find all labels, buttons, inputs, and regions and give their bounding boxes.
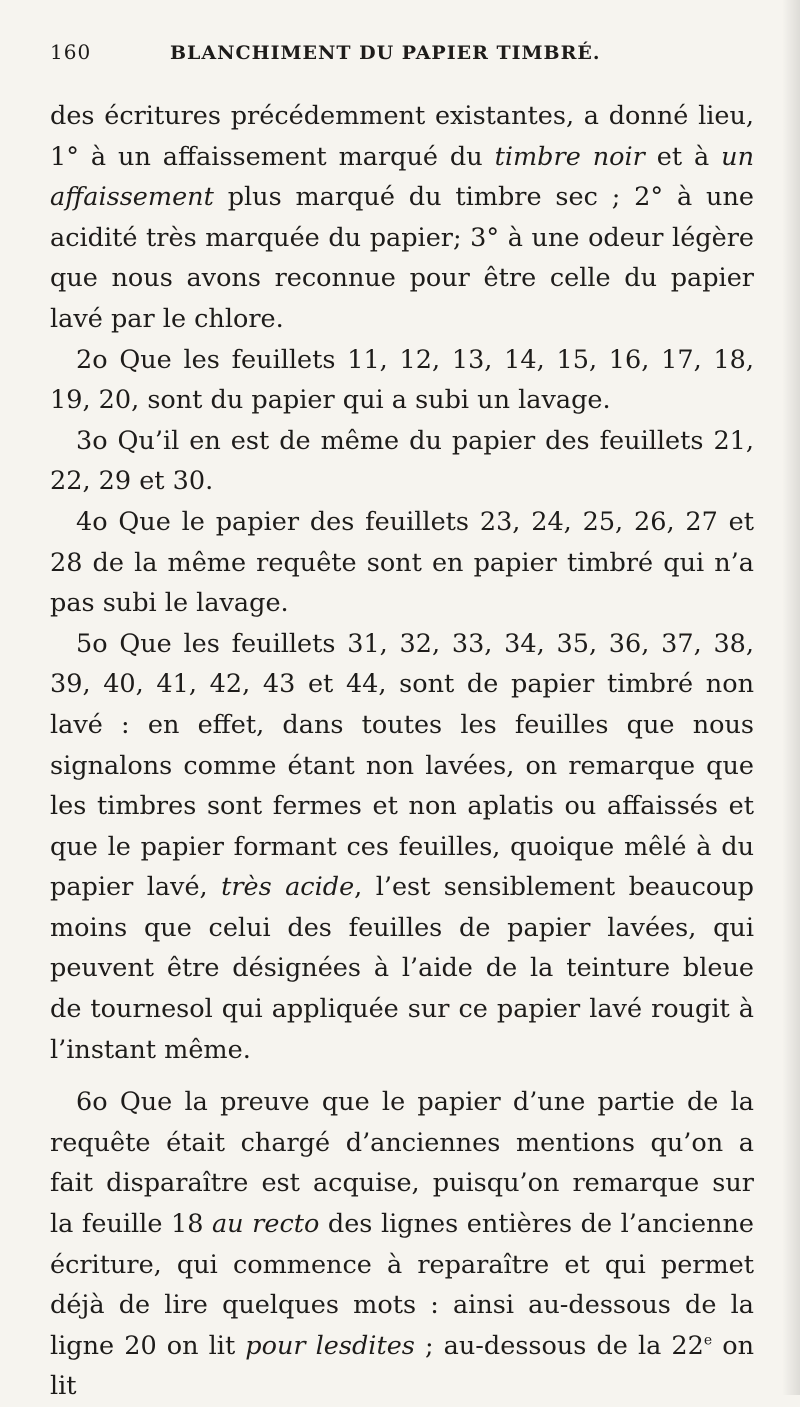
paragraph-5 (50, 624, 754, 1071)
text-segment: , l’est sensiblement beaucoup moins que celui des feuilles de papier lavées, qui peuvent être désignées à l’aide de la teinture bleue de tournesol qui appliquée sur ce papier lavé rougit à l’instant même. (50, 872, 754, 1065)
text-segment: ; au-dessous de la 22 (414, 1330, 704, 1361)
text-segment: des écritures précédemment existantes, a donné lieu, 1° à un affaissement marqué du (50, 101, 754, 172)
text-segment-italic: un affaissement (50, 141, 754, 213)
running-header (50, 40, 754, 84)
text-segment: et à (644, 141, 722, 172)
paragraph-3 (50, 421, 754, 502)
superscript: e (703, 1332, 713, 1349)
text-segment-italic: très acide (221, 872, 355, 903)
text-segment-italic: timbre noir (494, 141, 645, 172)
running-title: BLANCHIMENT DU PAPIER TIMBRÉ. (170, 42, 601, 64)
paragraph-2 (50, 340, 754, 421)
text-segment: 4o Que le papier des feuillets 23, 24, 25, 26, 27 et 28 de la même requête sont en papier timbré qui n’a pas subi le lavage. (50, 506, 754, 619)
text-segment: des lignes entières de l’ancienne écriture, qui commence à reparaître et qui permet déjà de lire quelques mots : ainsi au-dessous de la ligne 20 on lit (50, 1209, 754, 1361)
paragraph-1 (50, 96, 754, 340)
text-segment-italic: au recto (211, 1209, 320, 1240)
body-text (50, 96, 754, 1407)
page-number: 160 (50, 40, 92, 64)
text-segment: plus marqué du timbre sec ; 2° à une acidité très marquée du papier; 3° à une odeur légère que nous avons reconnue pour être celle du papier lavé par le chlore. (50, 182, 754, 334)
text-segment: on lit (50, 1330, 755, 1402)
text-segment: 3o Qu’il en est de même du papier des feuillets 21, 22, 29 et 30. (50, 425, 754, 497)
text-segment-italic: pour lesdites (245, 1330, 415, 1361)
paragraph-6 (50, 1082, 754, 1407)
text-segment: 2o Que les feuillets 11, 12, 13, 14, 15, 16, 17, 18, 19, 20, sont du papier qui a subi un lavage. (50, 344, 754, 416)
text-segment: 6o Que la preuve que le papier d’une partie de la requête était chargé d’anciennes mentions qu’on a fait disparaître est acquise, puisqu’on remarque sur la feuille 18 (50, 1087, 754, 1240)
text-segment: 5o Que les feuillets 31, 32, 33, 34, 35, 36, 37, 38, 39, 40, 41, 42, 43 et 44, sont de papier timbré non lavé : en effet, dans toutes les feuilles que nous signalons comme étant non lavées, on remarque que les timbres sont fermes et non aplatis ou affaissés et que le papier formant ces feuilles, quoique mêlé à du papier lavé, (50, 628, 754, 903)
paragraph-4 (50, 502, 754, 624)
page-edge-shadow (782, 0, 800, 1395)
